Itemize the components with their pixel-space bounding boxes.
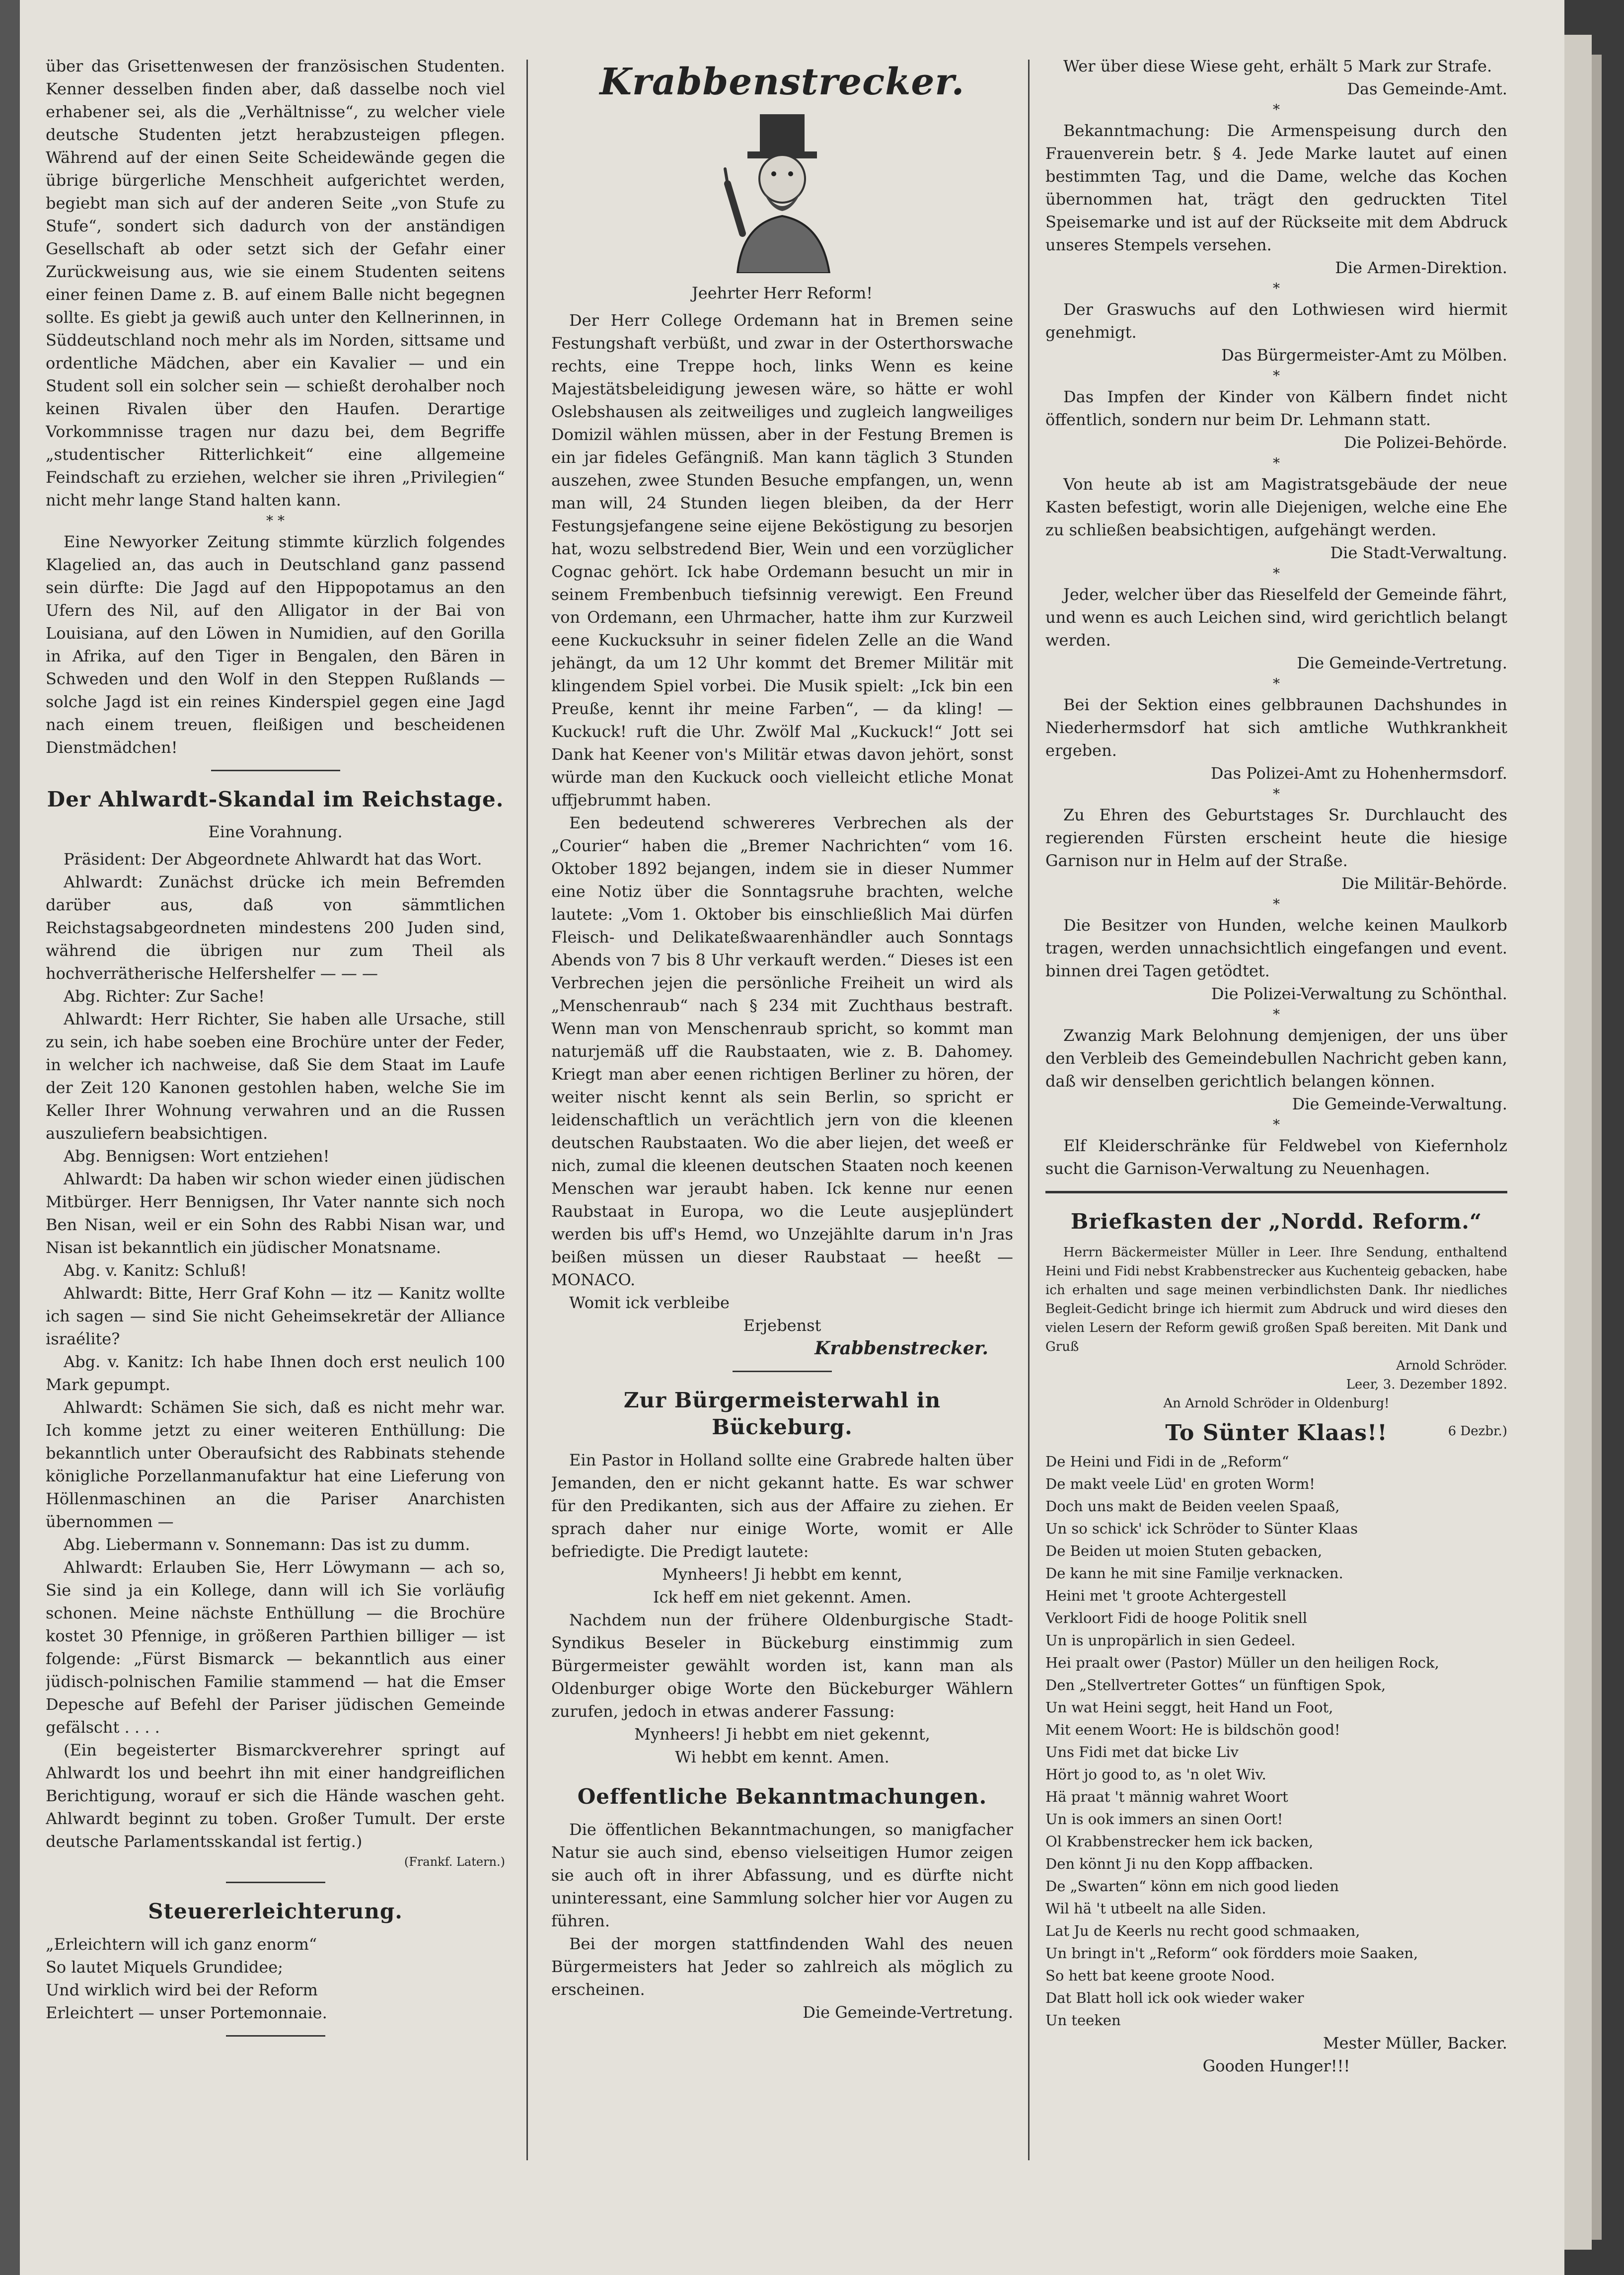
- poem-line: Un is ook immers an sinen Oort!: [1045, 1811, 1283, 1828]
- dialogue-line: Abg. v. Kanitz: Schluß!: [64, 1261, 247, 1280]
- closing-regards: Erjebenst: [743, 1316, 821, 1335]
- intro-paragraph: Die öffentlichen Bekanntmachungen, so manigfacher Natur sie auch sind, ebenso vielseitigen Humor zeigen sie auch oft in ihrer Abfassung, und es dürfte nicht uninteressant, eine Sammlung solcher hier vor Augen zu führen.: [551, 1820, 1013, 1930]
- divider: [226, 1882, 325, 1883]
- verse-line: Erleichtert — unser Portemonnaie.: [46, 2003, 327, 2022]
- quote-line: Wi hebbt em kennt. Amen.: [675, 1748, 889, 1766]
- column-right: [1045, 55, 1507, 2180]
- poem: [1045, 1451, 1507, 2032]
- divider: [226, 2035, 325, 2037]
- briefkasten-address: An Arnold Schröder in Oldenburg!: [1163, 1396, 1390, 1411]
- man-in-top-hat-illustration: [708, 109, 857, 273]
- poem-line: De Beiden ut moien Stuten gebacken,: [1045, 1542, 1323, 1559]
- notice-separator: *: [1273, 367, 1280, 384]
- salutation: Jeehrter Herr Reform!: [691, 284, 873, 302]
- notice-text: Die Besitzer von Hunden, welche keinen Maulkorb tragen, werden unnachsichtlich eingefangen und event. binnen drei Tagen getödtet.: [1045, 916, 1507, 980]
- notice-separator: *: [1273, 786, 1280, 802]
- divider: [211, 770, 340, 771]
- notice-separator: *: [1273, 675, 1280, 692]
- poem-line: Wil hä 't utbeelt na alle Siden.: [1045, 1900, 1266, 1917]
- krabben-heading: Krabbenstrecker.: [599, 61, 965, 103]
- notice-separator: *: [1273, 280, 1280, 296]
- poem-line: De makt veele Lüd' en groten Worm!: [1045, 1475, 1315, 1492]
- notice-separator: *: [1273, 1006, 1280, 1023]
- notice-text: Elf Kleiderschränke für Feldwebel von Kiefernholz sucht die Garnison-Verwaltung zu Neuenhagen.: [1045, 1136, 1507, 1178]
- poem-line: Ol Krabbenstrecker hem ick backen,: [1045, 1833, 1314, 1850]
- column-rule-right: [1028, 60, 1030, 2160]
- notice-separator: *: [1273, 455, 1280, 471]
- poem-line: Un wat Heini seggt, heit Hand un Foot,: [1045, 1699, 1333, 1716]
- poem-line: Den könnt Ji nu den Kopp affbacken.: [1045, 1855, 1314, 1872]
- poem-line: Uns Fidi met dat bicke Liv: [1045, 1744, 1239, 1761]
- quote-line: Ick heff em niet gekennt. Amen.: [653, 1588, 912, 1607]
- dialogue-line: Ahlwardt: Da haben wir schon wieder einen jüdischen Mitbürger. Herr Bennigsen, Ihr Vater nannte sich noch Ben Nisan, weil er ein Sohn des Rabbi Nisan war, und Nisan ist bekanntlich ein jüdischer Monatsname.: [46, 1170, 505, 1257]
- notice-sign: Die Polizei-Behörde.: [1343, 433, 1507, 452]
- notice-text: Jeder, welcher über das Rieselfeld der Gemeinde fährt, und wenn es auch Leichen sind, wird gerichtlich belangt werden.: [1045, 585, 1507, 650]
- notice-sign: Das Bürgermeister-Amt zu Mölben.: [1221, 346, 1507, 365]
- notice-text: Das Impfen der Kinder von Kälbern findet nicht öffentlich, sondern nur beim Dr. Lehmann statt.: [1045, 387, 1507, 429]
- ordemann-paragraph: Der Herr College Ordemann hat in Bremen seine Festungshaft verbüßt, und zwar in der Osterthorswache rechts, eine Treppe hoch, links Wenn es keine Majestätsbeleidigung jewesen wäre, so hätte er wohl Oslebshausen als zeitweiliges und zugleich langweiliges Domizil wählen müssen, aber in der Festung Bremen is ein jar fideles Gefängniß. Man kann täglich 3 Stunden auszehen, zwee Stunden Besuche empfangen, un, wenn man will, 24 Stunden liegen bleiben, da der Herr Festungsjefangene seine eijene Beköstigung zu besorjen hat, wozu selbstredend Bier, Wein und een vorzüglicher Cognac gehört. Ick habe Ordemann besucht un mir in seinem Frembenbuch tiefsinnig verewigt. Een Freund von Ordemann, een Uhrmacher, hatte ihm zur Kurzweil eene Kuckucksuhr in seiner fidelen Zelle an die Wand jehängt, da um 12 Uhr kommt det Bremer Militär mit klingendem Spiel vorbei. Die Musik spielt: „Ick bin een Preuße, kennt ihr meine Farben“, — da kling! — Kuckuck! ruft die Uhr. Zwölf Mal „Kuckuck!“ Jott sei Dank hat Keener von's Militär etwas davon jehört, sonst würde man den Kuckuck ooch vielleicht etliche Monat uffjebrummt haben.: [551, 311, 1013, 809]
- column-rule-left: [526, 60, 528, 2160]
- dialogue-line: (Ein begeisterter Bismarckverehrer springt auf Ahlwardt los und beehrt ihn mit einer handgreiflichen Berichtigung, worauf er sich die Hände waschen geht. Ahlwardt beginnt zu toben. Großer Tumult. Der erste deutsche Parlamentsskandal ist fertig.): [46, 1741, 505, 1851]
- poem-line: Hei praalt ower (Pastor) Müller un den heiligen Rock,: [1045, 1654, 1439, 1671]
- dialogue-line: Ahlwardt: Schämen Sie sich, daß es nicht mehr war. Ich komme jetzt zu einer weiteren Enthüllung: Die bekanntlich unter Oberaufsicht des Rabbinats stehende königliche Porzellanmanufaktur hat eine Lieferung von Höllenmaschinen an die Pariser Anarchisten übernommen —: [46, 1398, 505, 1531]
- ahlwardt-heading: Der Ahlwardt-Skandal im Reichstage.: [47, 787, 504, 811]
- notice-text: Bei der morgen stattfindenden Wahl des neuen Bürgermeisters hat Jeder so zahlreich als möglich zu erscheinen.: [551, 1934, 1013, 1999]
- verse-line: „Erleichtern will ich ganz enorm“: [46, 1935, 317, 1954]
- page-edge: [1564, 35, 1592, 2250]
- beseler-paragraph: Nachdem nun der frühere Oldenburgische Stadt-Syndikus Beseler in Bückeburg einstimmig zum Bürgermeister gewählt worden ist, kann man als Oldenburger obige Worte den Bückeburger Wählern zurufen, jedoch in etwas anderer Fassung:: [551, 1611, 1013, 1721]
- poem-line: De Heini und Fidi in de „Reform“: [1045, 1453, 1289, 1470]
- steuer-heading: Steuererleichterung.: [148, 1899, 403, 1923]
- notice-sign: Das Polizei-Amt zu Hohenhermsdorf.: [1210, 764, 1507, 783]
- notice-text: Bei der Sektion eines gelbbraunen Dachshundes in Niederhermsdorf hat sich amtliche Wuthkrankheit ergeben.: [1045, 695, 1507, 760]
- notice-sign: Die Gemeinde-Verwaltung.: [1292, 1095, 1507, 1113]
- poem-line: Un so schick' ick Schröder to Sünter Klaas: [1045, 1520, 1358, 1537]
- notice-text: Zwanzig Mark Belohnung demjenigen, der uns über den Verbleib des Gemeindebullen Nachricht geben kann, daß wir denselben gerichtlich belangen können.: [1045, 1026, 1507, 1091]
- poem-closing: Gooden Hunger!!!: [1202, 2056, 1350, 2075]
- verse-line: So lautet Miquels Grundidee;: [46, 1958, 283, 1977]
- dialogue-line: Ahlwardt: Herr Richter, Sie haben alle Ursache, still zu sein, ich habe soeben eine Brochüre unter der Feder, in welcher ich nachweise, daß Sie dem Staat im Laufe der Zeit 120 Kanonen gestohlen haben, welche Sie im Keller Ihrer Wohnung verwahren und an die Russen auszuliefern beabsichtigen.: [46, 1010, 505, 1143]
- quote-line: Mynheers! Ji hebbt em kennt,: [662, 1565, 902, 1584]
- dialogue-line: Abg. v. Kanitz: Ich habe Ihnen doch erst neulich 100 Mark gepumpt.: [46, 1352, 505, 1394]
- dialogue-line: Ahlwardt: Erlauben Sie, Herr Löwymann — ach so, Sie sind ja ein Kollege, dann will ich Sie vorläufig schonen. Meine nächste Enthüllung — die Brochüre kostet 30 Pfennige, in größeren Parthien billiger — ist folgende: „Fürst Bismarck — bekanntlich aus einer jüdisch-polnischen Familie stammend — hat die Emser Depesche auf Befehl der Pariser jüdischen Gemeinde gefälscht . . . .: [46, 1558, 505, 1737]
- notice-sign: Die Stadt-Verwaltung.: [1330, 543, 1507, 562]
- dialogue-line: Präsident: Der Abgeordnete Ahlwardt hat das Wort.: [64, 850, 482, 869]
- poem-line: Mit eenem Woort: He is bildschön good!: [1045, 1721, 1340, 1738]
- poem-line: Verkloort Fidi de hooge Politik snell: [1045, 1610, 1308, 1626]
- dialogue-line: Ahlwardt: Zunächst drücke ich mein Befremden darüber aus, daß von sämmtlichen Reichstagsabgeordneten mindestens 200 Juden sind, während die übrigen nur zum Theil als hochverrätherische Helfershelfer — — —: [46, 873, 505, 983]
- notice-text: Wer über diese Wiese geht, erhält 5 Mark zur Strafe.: [1063, 57, 1492, 75]
- notice-text: Bekanntmachung: Die Armenspeisung durch den Frauenverein betr. § 4. Jede Marke lautet auf einen bestimmten Tag, und die Dame, welche das Kochen übernommen hat, trägt den gedruckten Titel Speisemarke und ist auf der Rückseite mit dem Abdruck unseres Stempels versehen.: [1045, 121, 1507, 254]
- briefkasten-text: Herrn Bäckermeister Müller in Leer. Ihre Sendung, enthaltend Heini und Fidi nebst Krabbenstrecker aus Kuchenteig gebacken, habe ich erhalten und sage meinen verbindlichsten Dank. Ihr niedliches Begleit-Gedicht bringe ich hiermit zum Abdruck und wird dieses den vielen Lesern der Reform gewiß großen Spaß bereiten. Mit Dank und Gruß: [1045, 1245, 1507, 1354]
- dialogue-line: Abg. Bennigsen: Wort entziehen!: [64, 1147, 330, 1166]
- closing: Womit ick verbleibe: [569, 1293, 730, 1312]
- divider: [733, 1371, 832, 1372]
- column-middle: [551, 55, 1013, 2130]
- notice-separator: *: [1273, 1116, 1280, 1133]
- poem-line: Lat Ju de Keerls nu recht good schmaaken,: [1045, 1922, 1360, 1939]
- poem-title-row: [1045, 1420, 1507, 1447]
- source-credit: (Frankf. Latern.): [404, 1855, 505, 1869]
- grisetten-paragraph: über das Grisettenwesen der französischen Studenten. Kenner desselben finden aber, daß dasselbe noch viel erhabener sei, als die „Verhältnisse“, zu welcher viele deutsche Studenten jetzt herabzusteigen pflegen. Während auf der einen Seite Scheidewände gegen die übrige bürgerliche Menschheit aufgerichtet werden, begiebt man sich auf der anderen Seite „von Stufe zu Stufe“, sondert sich dadurch von der anständigen Gesellschaft ab oder setzt sich der Gefahr einer Zurückweisung aus, wie sie einem Studenten seitens einer feinen Dame z. B. auf einem Balle nicht begegnen sollte. Es giebt ja gewiß auch unter den Kellnerinnen, in Süddeutschland noch mehr als im Norden, sittsame und ordentliche Mädchen, aber ein Kavalier — und ein Student soll ein solcher sein — schießt derohalber noch keinen Rivalen über den Haufen. Derartige Vorkommnisse tragen nur dazu bei, dem Begriffe „studentischer Ritterlichkeit“ eine allgemeine Feindschaft zu erziehen, welcher sie ihren „Privilegien“ nicht mehr lange Stand halten kann.: [46, 57, 505, 510]
- pastor-paragraph: Ein Pastor in Holland sollte eine Grabrede halten über Jemanden, den er nicht gekannt hatte. Es war schwer für den Predikanten, sich aus der Affaire zu ziehen. Er sprach daher nur einige Worte, womit er Alle befriedigte. Die Predigt lautete:: [551, 1451, 1013, 1561]
- notice-separator: *: [1273, 896, 1280, 912]
- poem-line: So hett bat keene groote Nood.: [1045, 1967, 1275, 1984]
- section-separator: * *: [266, 513, 285, 529]
- signature: Krabbenstrecker.: [814, 1338, 988, 1359]
- poem-line: De „Swarten“ könn em nich good lieden: [1045, 1878, 1339, 1895]
- monaco-paragraph: Een bedeutend schwereres Verbrechen als der „Courier“ haben die „Bremer Nachrichten“ vom 16. Oktober 1892 bejangen, indem sie in dieser Nummer eine Notiz über die Sonntagsruhe brachten, welche lautete: „Vom 1. Oktober bis einschließlich Mai dürfen Fleisch- und Delikateßwaarenhändler auch Sonntags Abends von 7 bis 8 Uhr verkauft werden.“ Dieses ist een Verbrechen jejen die persönliche Freiheit un wird als „Menschenraub“ nach § 234 mit Zuchthaus bestraft. Wenn man von Menschenraub spricht, so kommt man naturjemäß uff die Raubstaaten, wie z. B. Dahomey. Kriegt man aber eenen richtigen Berliner zu hören, der weiter nischt kennt als sein Berlin, so spricht er leidenschaftlich un verächtlich jern von die kleenen deutschen Raubstaaten. Wo die aber liejen, det weeß er nich, zumal die kleenen deutschen Staaten noch keenen Menschen war jeraubt haben. Ick kenne nur eenen Raubstaat in Europa, wo die Leute ausjeplündert werden bis uff's Hemd, wo Unzejählte darum in'n Jras beißen müssen un dieser Raubstaat — heeßt — MONACO.: [551, 813, 1013, 1289]
- poem-line: Hört jo good to, as 'n olet Wiv.: [1045, 1766, 1266, 1783]
- poem-line: Heini met 't groote Achtergestell: [1045, 1587, 1287, 1604]
- dialogue-line: Abg. Liebermann v. Sonnemann: Das ist zu dumm.: [64, 1535, 470, 1554]
- notice-sign: Die Armen-Direktion.: [1335, 258, 1507, 277]
- verse-line: Und wirklich wird bei der Reform: [46, 1981, 318, 1999]
- notice-sign: Die Gemeinde-Vertretung.: [803, 2003, 1013, 2022]
- notice-text: Der Graswuchs auf den Lothwiesen wird hiermit genehmigt.: [1045, 300, 1507, 342]
- bueckeburg-heading: Zur Bürgermeisterwahl in Bückeburg.: [623, 1388, 941, 1439]
- poem-date: 6 Dezbr.): [1448, 1424, 1507, 1439]
- notice-sign: Das Gemeinde-Amt.: [1347, 79, 1507, 98]
- notice-separator: *: [1273, 565, 1280, 582]
- column-left: [46, 55, 505, 2180]
- poem-line: Doch uns makt de Beiden veelen Spaaß,: [1045, 1498, 1340, 1515]
- briefkasten-sign: Arnold Schröder.: [1396, 1358, 1507, 1373]
- notice-separator: *: [1273, 101, 1280, 118]
- notice-sign: Die Gemeinde-Vertretung.: [1297, 654, 1507, 672]
- poem-line: Den „Stellvertreter Gottes“ un fünftigen Spok,: [1045, 1677, 1386, 1693]
- briefkasten-date: Leer, 3. Dezember 1892.: [1346, 1377, 1507, 1392]
- dialogue-line: Ahlwardt: Bitte, Herr Graf Kohn — itz — Kanitz wollte ich sagen — sind Sie nicht Geheimsekretär der Alliance israélite?: [46, 1284, 505, 1348]
- ahlwardt-subtitle: Eine Vorahnung.: [208, 822, 343, 841]
- poem-line: Un bringt in't „Reform“ ook fördders moie Saaken,: [1045, 1945, 1418, 1962]
- notice-sign: Die Militär-Behörde.: [1341, 874, 1507, 893]
- newyork-paragraph: Eine Newyorker Zeitung stimmte kürzlich folgendes Klagelied an, das auch in Deutschland ganz passend sein dürfte: Die Jagd auf den Hippopotamus an den Ufern des Nil, auf den Alligator in der Bai von Louisiana, auf den Löwen in Numidien, auf den Gorilla in Afrika, auf den Tiger in Bengalen, den Bären in Schweden und den Wolf in den Steppen Rußlands — solche Jagd ist ein reines Kinderspiel gegen eine Jagd nach einem treuen, fleißigen und bescheidenen Dienstmädchen!: [46, 532, 505, 757]
- poem-title: To Sünter Klaas!!: [1165, 1420, 1388, 1446]
- notice-sign: Die Polizei-Verwaltung zu Schönthal.: [1211, 984, 1507, 1003]
- quote-line: Mynheers! Ji hebbt em niet gekennt,: [634, 1725, 930, 1744]
- page-edge-shadow: [1592, 55, 1602, 2240]
- briefkasten-heading: Briefkasten der „Nordd. Reform.“: [1070, 1209, 1482, 1234]
- notice-text: Von heute ab ist am Magistratsgebäude der neue Kasten befestigt, worin alle Diejenigen, welche eine Ehe zu schließen beabsichtigen, aufgehängt werden.: [1045, 475, 1507, 539]
- oeffentlich-heading: Oeffentliche Bekanntmachungen.: [577, 1784, 987, 1809]
- poem-line: Un is unpropärlich in sien Gedeel.: [1045, 1632, 1296, 1649]
- poem-sign: Mester Müller, Backer.: [1323, 2034, 1507, 2053]
- divider: [1045, 1191, 1507, 1193]
- poem-line: De kann he mit sine Familje verknacken.: [1045, 1565, 1343, 1582]
- dialogue-line: Abg. Richter: Zur Sache!: [64, 987, 265, 1006]
- poem-line: Un teeken: [1045, 2012, 1121, 2029]
- poem-line: Hä praat 't männig wahret Woort: [1045, 1788, 1288, 1805]
- notice-text: Zu Ehren des Geburtstages Sr. Durchlaucht des regierenden Fürsten erscheint heute die hiesige Garnison nur in Helm auf der Straße.: [1045, 806, 1507, 870]
- binding-gutter: [0, 0, 20, 2275]
- poem-line: Dat Blatt holl ick ook wieder waker: [1045, 1989, 1304, 2006]
